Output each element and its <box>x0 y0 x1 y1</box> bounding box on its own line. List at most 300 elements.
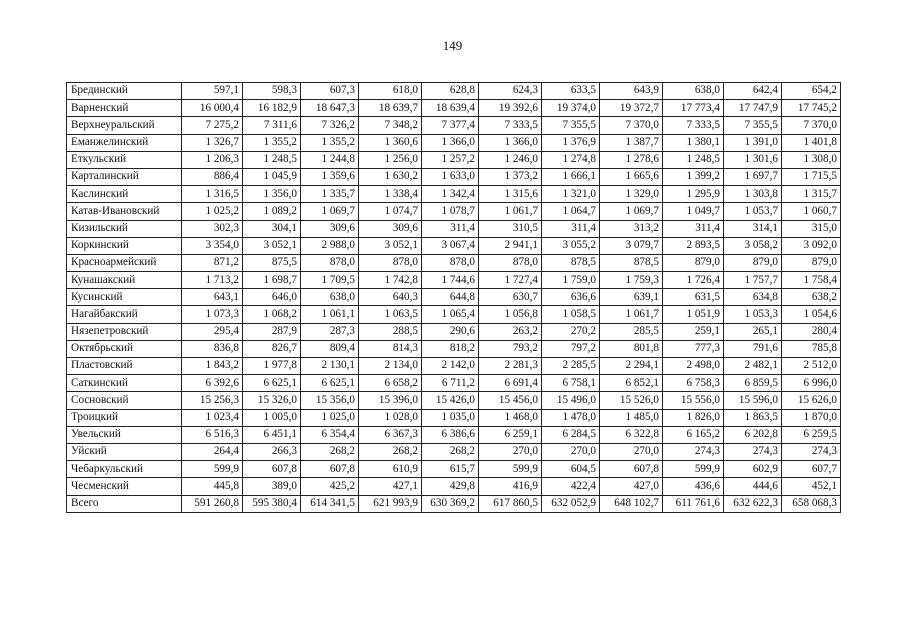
table-row <box>67 220 841 237</box>
value-cell: 618,0 <box>359 83 422 100</box>
value-cell: 1 316,5 <box>182 186 243 203</box>
table-row <box>67 83 841 100</box>
value-cell: 878,0 <box>301 254 359 271</box>
value-cell: 607,8 <box>600 461 663 478</box>
value-cell: 1 301,6 <box>724 151 782 168</box>
value-cell: 2 285,5 <box>542 358 600 375</box>
value-cell: 1 666,1 <box>542 168 600 185</box>
value-cell: 1 870,0 <box>782 409 841 426</box>
value-cell: 1 387,7 <box>600 134 663 151</box>
value-cell: 285,5 <box>600 323 663 340</box>
value-cell: 15 326,0 <box>243 392 301 409</box>
value-cell: 2 893,5 <box>663 237 724 254</box>
value-cell: 2 134,0 <box>359 358 422 375</box>
value-cell: 274,3 <box>782 443 841 460</box>
district-name-cell: Нязепетровский <box>67 323 182 340</box>
value-cell: 1 335,7 <box>301 186 359 203</box>
value-cell: 3 052,1 <box>243 237 301 254</box>
value-cell: 7 326,2 <box>301 117 359 134</box>
table-row <box>67 409 841 426</box>
value-cell: 1 315,6 <box>479 186 542 203</box>
value-cell: 638,0 <box>301 289 359 306</box>
value-cell: 259,1 <box>663 323 724 340</box>
district-name-cell: Чебаркульский <box>67 461 182 478</box>
value-cell: 611 761,6 <box>663 495 724 512</box>
value-cell: 643,9 <box>600 83 663 100</box>
table-row <box>67 426 841 443</box>
value-cell: 658 068,3 <box>782 495 841 512</box>
district-name-cell: Кунашакский <box>67 272 182 289</box>
value-cell: 6 711,2 <box>422 375 479 392</box>
value-cell: 1 715,5 <box>782 168 841 185</box>
district-name-cell: Всего <box>67 495 182 512</box>
value-cell: 1 061,7 <box>479 203 542 220</box>
value-cell: 3 354,0 <box>182 237 243 254</box>
value-cell: 311,4 <box>542 220 600 237</box>
value-cell: 1 308,0 <box>782 151 841 168</box>
table-row <box>67 151 841 168</box>
value-cell: 1 248,5 <box>243 151 301 168</box>
value-cell: 17 773,4 <box>663 100 724 117</box>
value-cell: 311,4 <box>422 220 479 237</box>
value-cell: 607,3 <box>301 83 359 100</box>
value-cell: 2 512,0 <box>782 358 841 375</box>
value-cell: 268,2 <box>422 443 479 460</box>
value-cell: 615,7 <box>422 461 479 478</box>
value-cell: 16 182,9 <box>243 100 301 117</box>
data-table <box>66 82 841 513</box>
value-cell: 624,3 <box>479 83 542 100</box>
value-cell: 1 366,0 <box>479 134 542 151</box>
value-cell: 1 742,8 <box>359 272 422 289</box>
value-cell: 801,8 <box>600 340 663 357</box>
value-cell: 3 067,4 <box>422 237 479 254</box>
value-cell: 2 294,1 <box>600 358 663 375</box>
value-cell: 599,9 <box>182 461 243 478</box>
value-cell: 1 068,2 <box>243 306 301 323</box>
value-cell: 6 354,4 <box>301 426 359 443</box>
value-cell: 642,4 <box>724 83 782 100</box>
value-cell: 445,8 <box>182 478 243 495</box>
value-cell: 1 061,7 <box>600 306 663 323</box>
table-row <box>67 168 841 185</box>
value-cell: 636,6 <box>542 289 600 306</box>
value-cell: 1 064,7 <box>542 203 600 220</box>
value-cell: 7 333,5 <box>479 117 542 134</box>
value-cell: 427,0 <box>600 478 663 495</box>
value-cell: 1 633,0 <box>422 168 479 185</box>
value-cell: 6 859,5 <box>724 375 782 392</box>
table-row <box>67 117 841 134</box>
value-cell: 6 165,2 <box>663 426 724 443</box>
value-cell: 302,3 <box>182 220 243 237</box>
value-cell: 1 074,7 <box>359 203 422 220</box>
value-cell: 1 256,0 <box>359 151 422 168</box>
value-cell: 15 396,0 <box>359 392 422 409</box>
value-cell: 1 326,7 <box>182 134 243 151</box>
table-row <box>67 203 841 220</box>
value-cell: 309,6 <box>301 220 359 237</box>
value-cell: 793,2 <box>479 340 542 357</box>
value-cell: 1 329,0 <box>600 186 663 203</box>
value-cell: 2 130,1 <box>301 358 359 375</box>
value-cell: 1 759,3 <box>600 272 663 289</box>
value-cell: 274,3 <box>724 443 782 460</box>
value-cell: 1 342,4 <box>422 186 479 203</box>
value-cell: 1 630,2 <box>359 168 422 185</box>
table-row <box>67 237 841 254</box>
value-cell: 310,5 <box>479 220 542 237</box>
value-cell: 2 482,1 <box>724 358 782 375</box>
value-cell: 1 744,6 <box>422 272 479 289</box>
value-cell: 628,8 <box>422 83 479 100</box>
value-cell: 1 391,0 <box>724 134 782 151</box>
district-name-cell: Октябрьский <box>67 340 182 357</box>
table-row <box>67 375 841 392</box>
value-cell: 1 035,0 <box>422 409 479 426</box>
value-cell: 1 360,6 <box>359 134 422 151</box>
value-cell: 18 639,4 <box>422 100 479 117</box>
value-cell: 1 376,9 <box>542 134 600 151</box>
value-cell: 630 369,2 <box>422 495 479 512</box>
value-cell: 263,2 <box>479 323 542 340</box>
value-cell: 1 073,3 <box>182 306 243 323</box>
value-cell: 1 063,5 <box>359 306 422 323</box>
value-cell: 15 496,0 <box>542 392 600 409</box>
value-cell: 7 311,6 <box>243 117 301 134</box>
value-cell: 599,9 <box>479 461 542 478</box>
district-name-cell: Коркинский <box>67 237 182 254</box>
value-cell: 425,2 <box>301 478 359 495</box>
value-cell: 1 025,0 <box>301 409 359 426</box>
value-cell: 1 401,8 <box>782 134 841 151</box>
value-cell: 631,5 <box>663 289 724 306</box>
value-cell: 270,0 <box>600 443 663 460</box>
value-cell: 1 373,2 <box>479 168 542 185</box>
value-cell: 1 698,7 <box>243 272 301 289</box>
value-cell: 1 078,7 <box>422 203 479 220</box>
table-row <box>67 186 841 203</box>
value-cell: 1 977,8 <box>243 358 301 375</box>
value-cell: 1 069,7 <box>600 203 663 220</box>
value-cell: 15 456,0 <box>479 392 542 409</box>
value-cell: 614 341,5 <box>301 495 359 512</box>
value-cell: 1 713,2 <box>182 272 243 289</box>
value-cell: 1 049,7 <box>663 203 724 220</box>
value-cell: 19 374,0 <box>542 100 600 117</box>
value-cell: 638,2 <box>782 289 841 306</box>
value-cell: 1 206,3 <box>182 151 243 168</box>
value-cell: 15 556,0 <box>663 392 724 409</box>
value-cell: 617 860,5 <box>479 495 542 512</box>
value-cell: 268,2 <box>359 443 422 460</box>
value-cell: 1 485,0 <box>600 409 663 426</box>
value-cell: 19 372,7 <box>600 100 663 117</box>
table-row <box>67 478 841 495</box>
value-cell: 598,3 <box>243 83 301 100</box>
value-cell: 2 498,0 <box>663 358 724 375</box>
value-cell: 1 060,7 <box>782 203 841 220</box>
district-name-cell: Варненский <box>67 100 182 117</box>
value-cell: 16 000,4 <box>182 100 243 117</box>
district-name-cell: Карталинский <box>67 168 182 185</box>
value-cell: 591 260,8 <box>182 495 243 512</box>
value-cell: 878,5 <box>542 254 600 271</box>
value-cell: 6 625,1 <box>301 375 359 392</box>
value-cell: 1 665,6 <box>600 168 663 185</box>
value-cell: 814,3 <box>359 340 422 357</box>
value-cell: 643,1 <box>182 289 243 306</box>
value-cell: 6 367,3 <box>359 426 422 443</box>
value-cell: 1 005,0 <box>243 409 301 426</box>
value-cell: 1 069,7 <box>301 203 359 220</box>
value-cell: 311,4 <box>663 220 724 237</box>
value-cell: 632 052,9 <box>542 495 600 512</box>
value-cell: 6 284,5 <box>542 426 600 443</box>
value-cell: 266,3 <box>243 443 301 460</box>
value-cell: 3 055,2 <box>542 237 600 254</box>
district-name-cell: Катав-Ивановский <box>67 203 182 220</box>
value-cell: 1 051,9 <box>663 306 724 323</box>
district-name-cell: Троицкий <box>67 409 182 426</box>
value-cell: 6 852,1 <box>600 375 663 392</box>
value-cell: 1 355,2 <box>243 134 301 151</box>
value-cell: 7 377,4 <box>422 117 479 134</box>
district-name-cell: Каслинский <box>67 186 182 203</box>
value-cell: 7 355,5 <box>542 117 600 134</box>
value-cell: 878,0 <box>479 254 542 271</box>
value-cell: 274,3 <box>663 443 724 460</box>
value-cell: 595 380,4 <box>243 495 301 512</box>
value-cell: 1 023,4 <box>182 409 243 426</box>
value-cell: 268,2 <box>301 443 359 460</box>
value-cell: 2 988,0 <box>301 237 359 254</box>
value-cell: 444,6 <box>724 478 782 495</box>
value-cell: 1 058,5 <box>542 306 600 323</box>
value-cell: 1 380,1 <box>663 134 724 151</box>
value-cell: 1 759,0 <box>542 272 600 289</box>
value-cell: 315,0 <box>782 220 841 237</box>
value-cell: 640,3 <box>359 289 422 306</box>
value-cell: 6 322,8 <box>600 426 663 443</box>
value-cell: 878,0 <box>422 254 479 271</box>
value-cell: 6 202,8 <box>724 426 782 443</box>
value-cell: 3 058,2 <box>724 237 782 254</box>
value-cell: 1 054,6 <box>782 306 841 323</box>
value-cell: 879,0 <box>724 254 782 271</box>
value-cell: 602,9 <box>724 461 782 478</box>
value-cell: 1 757,7 <box>724 272 782 289</box>
value-cell: 639,1 <box>600 289 663 306</box>
district-name-cell: Еткульский <box>67 151 182 168</box>
table-row <box>67 495 841 512</box>
value-cell: 777,3 <box>663 340 724 357</box>
value-cell: 1 399,2 <box>663 168 724 185</box>
value-cell: 287,3 <box>301 323 359 340</box>
value-cell: 15 526,0 <box>600 392 663 409</box>
value-cell: 599,9 <box>663 461 724 478</box>
value-cell: 1 065,4 <box>422 306 479 323</box>
value-cell: 633,5 <box>542 83 600 100</box>
value-cell: 17 745,2 <box>782 100 841 117</box>
table-row <box>67 461 841 478</box>
value-cell: 6 758,1 <box>542 375 600 392</box>
value-cell: 638,0 <box>663 83 724 100</box>
value-cell: 1 726,4 <box>663 272 724 289</box>
table-row <box>67 272 841 289</box>
value-cell: 15 426,0 <box>422 392 479 409</box>
value-cell: 3 079,7 <box>600 237 663 254</box>
district-name-cell: Саткинский <box>67 375 182 392</box>
value-cell: 6 259,5 <box>782 426 841 443</box>
value-cell: 1 758,4 <box>782 272 841 289</box>
value-cell: 15 596,0 <box>724 392 782 409</box>
value-cell: 265,1 <box>724 323 782 340</box>
value-cell: 2 281,3 <box>479 358 542 375</box>
value-cell: 2 142,0 <box>422 358 479 375</box>
value-cell: 1 053,7 <box>724 203 782 220</box>
table-row <box>67 254 841 271</box>
value-cell: 878,0 <box>359 254 422 271</box>
value-cell: 871,2 <box>182 254 243 271</box>
value-cell: 7 370,0 <box>600 117 663 134</box>
district-name-cell: Кизильский <box>67 220 182 237</box>
value-cell: 597,1 <box>182 83 243 100</box>
value-cell: 1 089,2 <box>243 203 301 220</box>
value-cell: 1 366,0 <box>422 134 479 151</box>
table-row <box>67 289 841 306</box>
value-cell: 295,4 <box>182 323 243 340</box>
value-cell: 313,2 <box>600 220 663 237</box>
value-cell: 630,7 <box>479 289 542 306</box>
district-name-cell: Еманжелинский <box>67 134 182 151</box>
value-cell: 1 843,2 <box>182 358 243 375</box>
value-cell: 270,0 <box>479 443 542 460</box>
value-cell: 1 863,5 <box>724 409 782 426</box>
value-cell: 422,4 <box>542 478 600 495</box>
value-cell: 6 658,2 <box>359 375 422 392</box>
table-row <box>67 134 841 151</box>
value-cell: 1 338,4 <box>359 186 422 203</box>
value-cell: 427,1 <box>359 478 422 495</box>
value-cell: 836,8 <box>182 340 243 357</box>
value-cell: 791,6 <box>724 340 782 357</box>
value-cell: 634,8 <box>724 289 782 306</box>
value-cell: 1 295,9 <box>663 186 724 203</box>
value-cell: 287,9 <box>243 323 301 340</box>
value-cell: 6 259,1 <box>479 426 542 443</box>
value-cell: 6 392,6 <box>182 375 243 392</box>
value-cell: 6 386,6 <box>422 426 479 443</box>
table-row <box>67 392 841 409</box>
value-cell: 389,0 <box>243 478 301 495</box>
value-cell: 15 356,0 <box>301 392 359 409</box>
table-row <box>67 323 841 340</box>
value-cell: 416,9 <box>479 478 542 495</box>
value-cell: 1 727,4 <box>479 272 542 289</box>
value-cell: 6 625,1 <box>243 375 301 392</box>
value-cell: 648 102,7 <box>600 495 663 512</box>
value-cell: 6 996,0 <box>782 375 841 392</box>
value-cell: 607,7 <box>782 461 841 478</box>
value-cell: 886,4 <box>182 168 243 185</box>
table-body <box>67 83 841 513</box>
value-cell: 797,2 <box>542 340 600 357</box>
value-cell: 1 709,5 <box>301 272 359 289</box>
value-cell: 654,2 <box>782 83 841 100</box>
district-name-cell: Нагайбакский <box>67 306 182 323</box>
value-cell: 878,5 <box>600 254 663 271</box>
value-cell: 15 256,3 <box>182 392 243 409</box>
value-cell: 785,8 <box>782 340 841 357</box>
district-name-cell: Уйский <box>67 443 182 460</box>
value-cell: 270,2 <box>542 323 600 340</box>
value-cell: 17 747,9 <box>724 100 782 117</box>
value-cell: 429,8 <box>422 478 479 495</box>
value-cell: 1 359,6 <box>301 168 359 185</box>
value-cell: 7 333,5 <box>663 117 724 134</box>
district-name-cell: Пластовский <box>67 358 182 375</box>
value-cell: 314,1 <box>724 220 782 237</box>
value-cell: 7 275,2 <box>182 117 243 134</box>
value-cell: 19 392,6 <box>479 100 542 117</box>
value-cell: 3 052,1 <box>359 237 422 254</box>
district-name-cell: Увельский <box>67 426 182 443</box>
value-cell: 646,0 <box>243 289 301 306</box>
value-cell: 1 468,0 <box>479 409 542 426</box>
value-cell: 604,5 <box>542 461 600 478</box>
value-cell: 1 478,0 <box>542 409 600 426</box>
value-cell: 879,0 <box>782 254 841 271</box>
value-cell: 1 025,2 <box>182 203 243 220</box>
value-cell: 1 321,0 <box>542 186 600 203</box>
value-cell: 1 053,3 <box>724 306 782 323</box>
value-cell: 632 622,3 <box>724 495 782 512</box>
value-cell: 1 061,1 <box>301 306 359 323</box>
value-cell: 436,6 <box>663 478 724 495</box>
value-cell: 1 315,7 <box>782 186 841 203</box>
value-cell: 1 278,6 <box>600 151 663 168</box>
value-cell: 6 758,3 <box>663 375 724 392</box>
value-cell: 610,9 <box>359 461 422 478</box>
value-cell: 280,4 <box>782 323 841 340</box>
value-cell: 875,5 <box>243 254 301 271</box>
page-number: 149 <box>442 38 463 53</box>
value-cell: 1 246,0 <box>479 151 542 168</box>
value-cell: 1 355,2 <box>301 134 359 151</box>
value-cell: 264,4 <box>182 443 243 460</box>
value-cell: 309,6 <box>359 220 422 237</box>
value-cell: 7 348,2 <box>359 117 422 134</box>
value-cell: 15 626,0 <box>782 392 841 409</box>
value-cell: 809,4 <box>301 340 359 357</box>
value-cell: 879,0 <box>663 254 724 271</box>
value-cell: 1 826,0 <box>663 409 724 426</box>
value-cell: 1 045,9 <box>243 168 301 185</box>
value-cell: 1 303,8 <box>724 186 782 203</box>
value-cell: 2 941,1 <box>479 237 542 254</box>
value-cell: 607,8 <box>243 461 301 478</box>
value-cell: 6 451,1 <box>243 426 301 443</box>
value-cell: 1 056,8 <box>479 306 542 323</box>
value-cell: 18 647,3 <box>301 100 359 117</box>
value-cell: 1 248,5 <box>663 151 724 168</box>
table-row <box>67 358 841 375</box>
value-cell: 18 639,7 <box>359 100 422 117</box>
value-cell: 270,0 <box>542 443 600 460</box>
table-row <box>67 100 841 117</box>
value-cell: 288,5 <box>359 323 422 340</box>
